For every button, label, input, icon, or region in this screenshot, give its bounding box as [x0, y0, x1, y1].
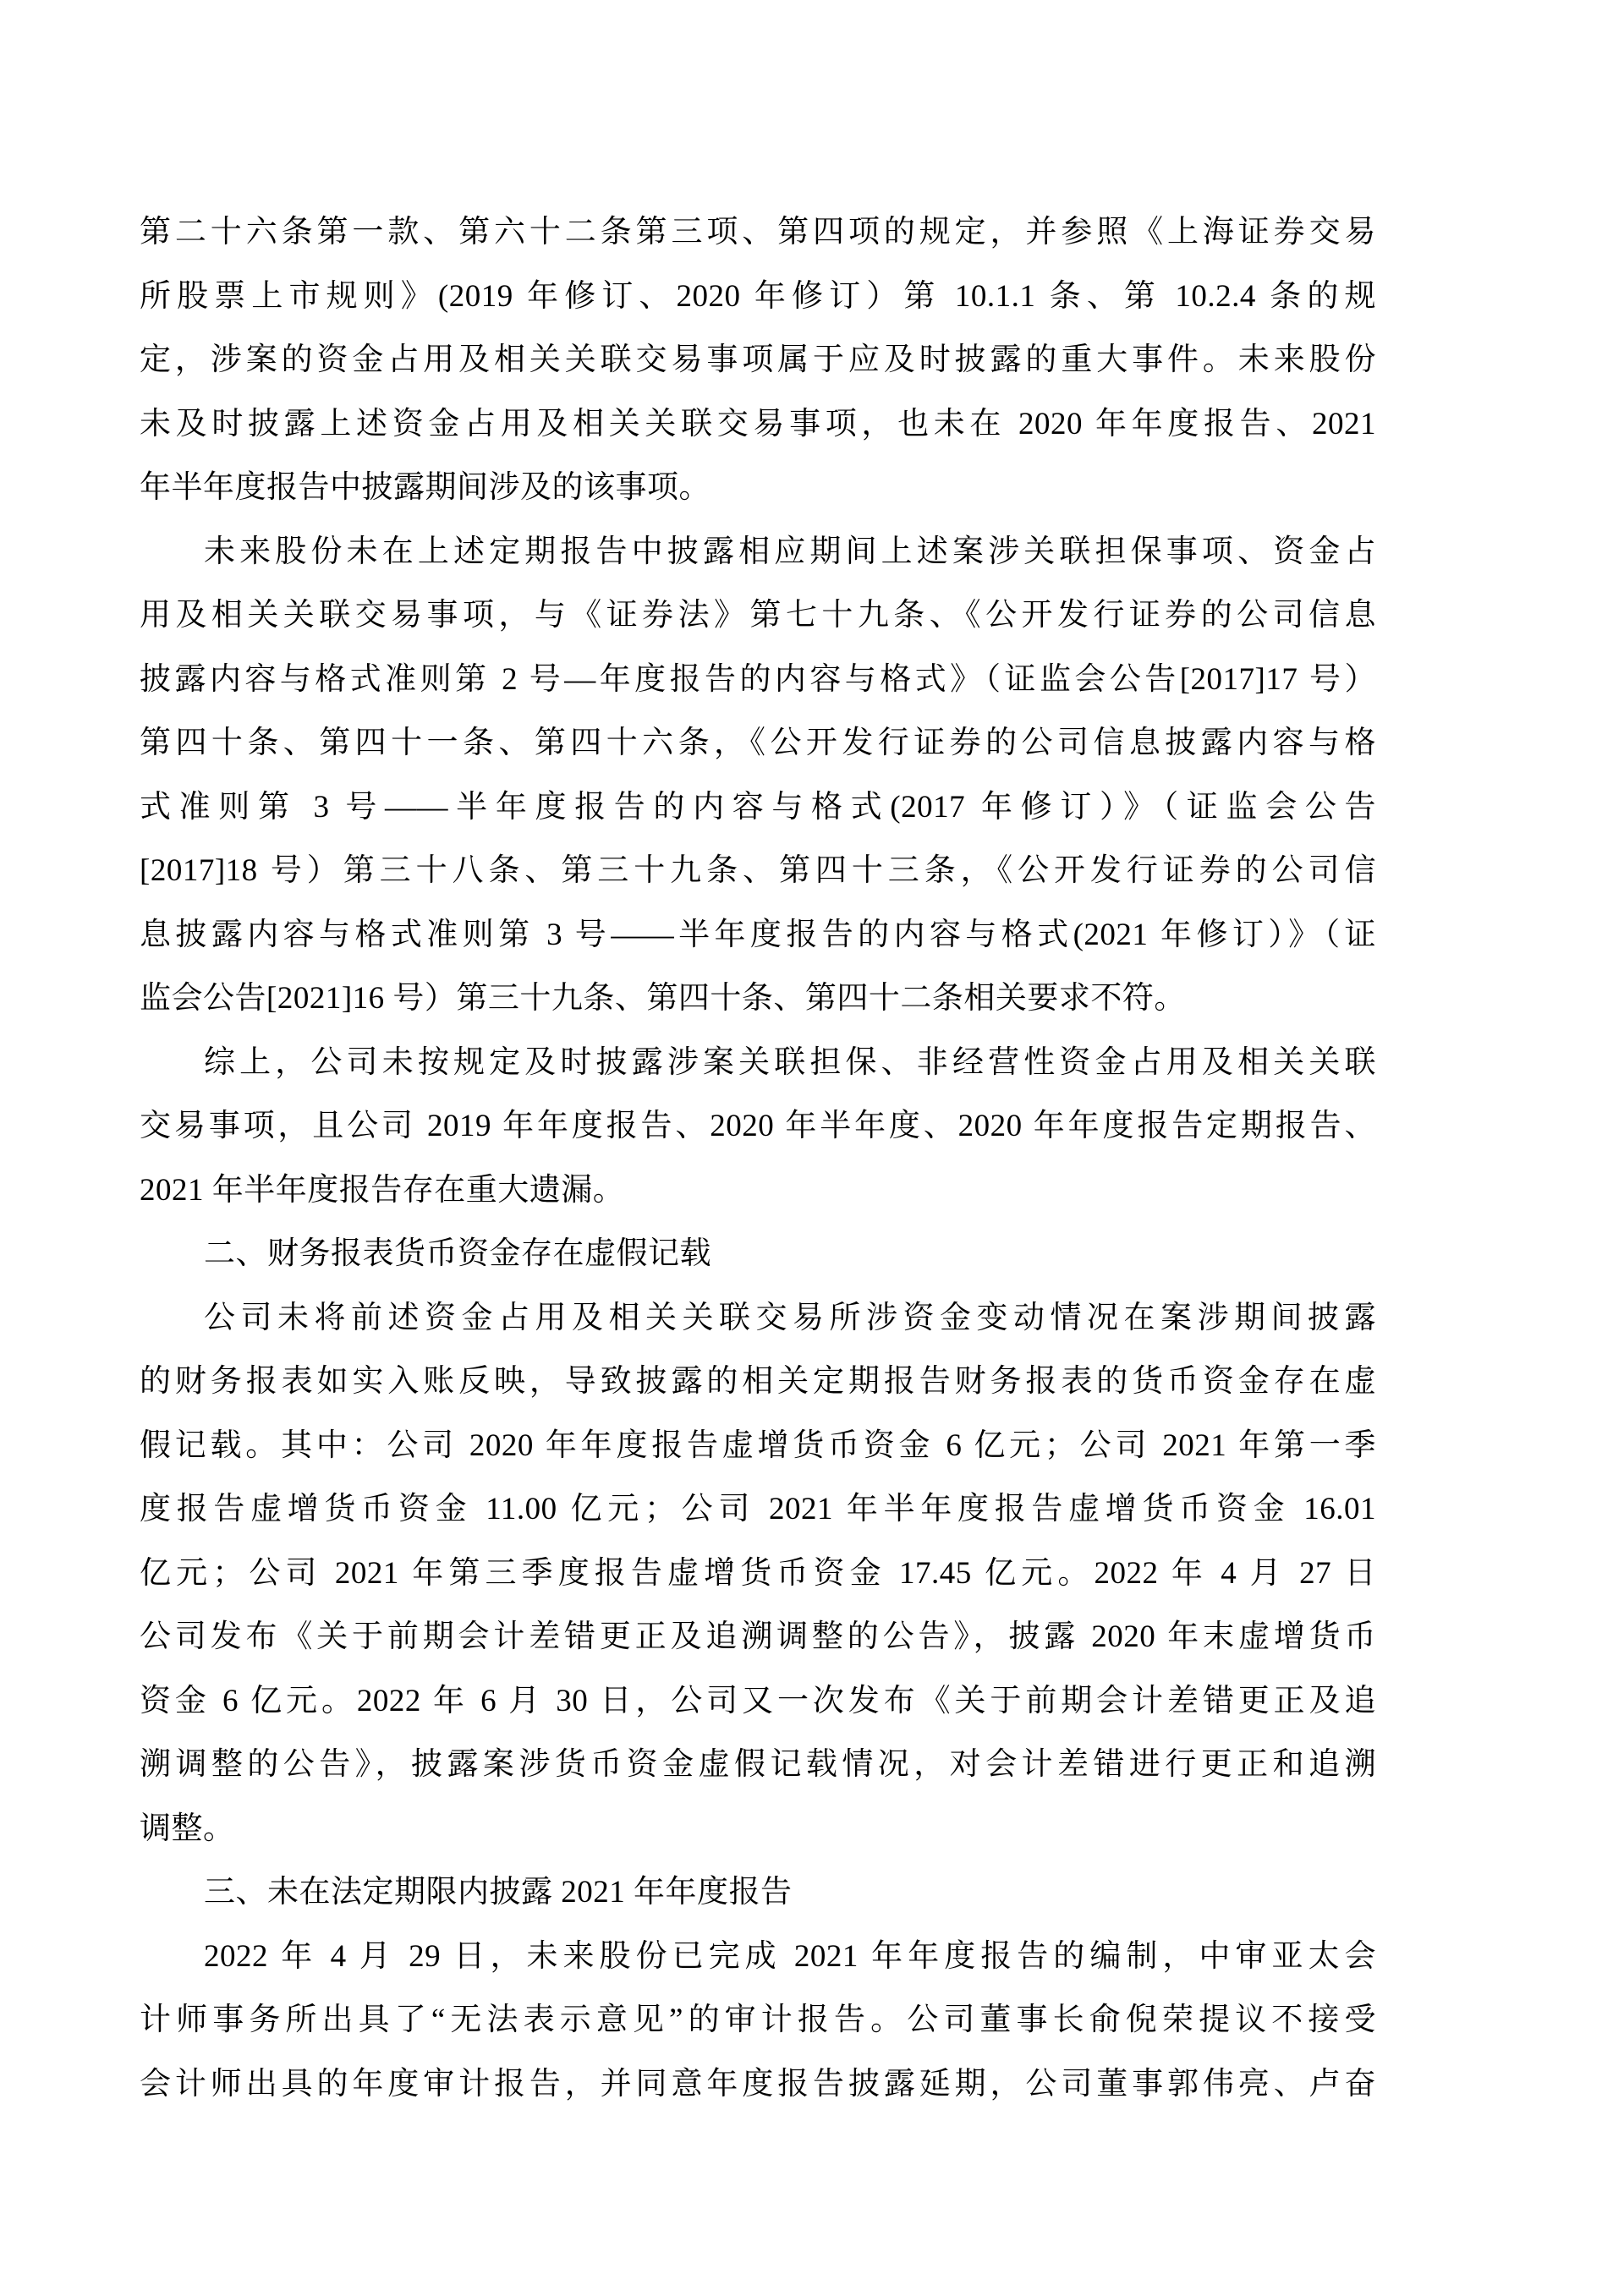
text-line: 用及相关关联交易事项，与《证券法》第七十九条、《公开发行证券的公司信息: [140, 598, 1376, 633]
text-line: 2022 年 4 月 29 日，未来股份已完成 2021 年年度报告的编制，中审亚太会: [204, 1938, 1376, 1974]
section-heading-3: [140, 1860, 1376, 1925]
heading-line: 二、财务报表货币资金存在虚假记载: [204, 1236, 711, 1271]
paragraph-false-records: [140, 1286, 1376, 1861]
paragraph-disclosure-violations: [140, 520, 1376, 1031]
text-line: 未及时披露上述资金占用及相关关联交易事项，也未在 2020 年年度报告、2021: [140, 406, 1376, 441]
text-line: 溯调整的公告》，披露案涉货币资金虚假记载情况，对会计差错进行更正和追溯: [140, 1747, 1376, 1782]
heading-line: 三、未在法定期限内披露 2021 年年度报告: [204, 1875, 793, 1910]
text-line: 年半年度报告中披露期间涉及的该事项。: [140, 470, 710, 505]
text-line: 2021 年半年度报告存在重大遗漏。: [140, 1172, 625, 1208]
text-line: 监会公告[2021]16 号）第三十九条、第四十条、第四十二条相关要求不符。: [140, 981, 1186, 1016]
document-body-text: [140, 200, 1376, 2116]
text-line: 会计师出具的年度审计报告，并同意年度报告披露延期，公司董事郭伟亮、卢奋: [140, 2066, 1376, 2101]
text-line: 公司发布《关于前期会计差错更正及追溯调整的公告》，披露 2020 年末虚增货币: [140, 1619, 1376, 1654]
text-line: 第二十六条第一款、第六十二条第三项、第四项的规定，并参照《上海证券交易: [140, 215, 1376, 249]
text-line: 综上，公司未按规定及时披露涉案关联担保、非经营性资金占用及相关关联: [204, 1044, 1376, 1080]
text-line: 所股票上市规则》(2019 年修订、2020 年修订）第 10.1.1 条、第 10.2.4 条的规: [140, 278, 1376, 314]
section-heading-2: [140, 1222, 1376, 1286]
text-line: [2017]18 号）第三十八条、第三十九条、第四十三条，《公开发行证券的公司信: [140, 853, 1376, 888]
text-line: 未来股份未在上述定期报告中披露相应期间上述案涉关联担保事项、资金占: [204, 534, 1376, 569]
text-line: 式准则第 3 号——半年度报告的内容与格式(2017 年修订）》（证监会公告: [140, 789, 1376, 825]
paragraph-continuation: [140, 200, 1376, 520]
text-line: 度报告虚增货币资金 11.00 亿元；公司 2021 年半年度报告虚增货币资金 16.01: [140, 1492, 1376, 1526]
text-line: 的财务报表如实入账反映，导致披露的相关定期报告财务报表的货币资金存在虚: [140, 1364, 1376, 1399]
text-line: 公司未将前述资金占用及相关关联交易所涉资金变动情况在案涉期间披露: [204, 1300, 1376, 1335]
text-line: 调整。: [140, 1811, 235, 1846]
text-line: 交易事项，且公司 2019 年年度报告、2020 年半年度、2020 年年度报告定期报告、: [140, 1109, 1376, 1143]
text-line: 亿元；公司 2021 年第三季度报告虚增货币资金 17.45 亿元。2022 年 4 月 27 日: [140, 1555, 1376, 1591]
text-line: 定，涉案的资金占用及相关关联交易事项属于应及时披露的重大事件。未来股份: [140, 342, 1376, 377]
text-line: 资金 6 亿元。2022 年 6 月 30 日，公司又一次发布《关于前期会计差错更正及追: [140, 1683, 1376, 1718]
text-line: 披露内容与格式准则第 2 号—年度报告的内容与格式》（证监会公告[2017]17 号）: [140, 661, 1376, 697]
paragraph-summary: [140, 1031, 1376, 1223]
text-line: 第四十条、第四十一条、第四十六条，《公开发行证券的公司信息披露内容与格: [140, 726, 1376, 760]
text-line: 计师事务所出具了“无法表示意见”的审计报告。公司董事长俞倪荣提议不接受: [140, 2003, 1376, 2037]
paragraph-annual-report-delay: [140, 1925, 1376, 2117]
text-line: 假记载。其中：公司 2020 年年度报告虚增货币资金 6 亿元；公司 2021 年第一季: [140, 1427, 1376, 1463]
text-line: 息披露内容与格式准则第 3 号——半年度报告的内容与格式(2021 年修订）》（证: [140, 917, 1376, 952]
